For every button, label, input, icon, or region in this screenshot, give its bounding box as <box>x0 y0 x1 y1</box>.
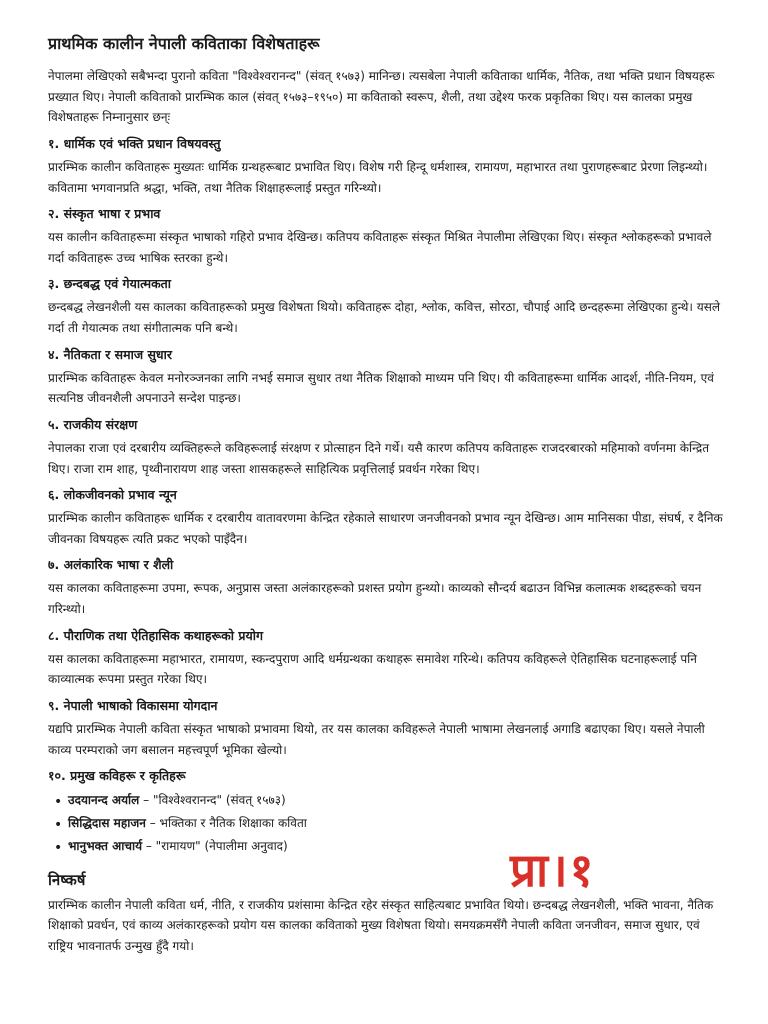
list-item <box>68 789 724 812</box>
conclusion-body: प्रारम्भिक कालीन नेपाली कविता धर्म, नीति, र राजकीय प्रशंसामा केन्द्रित रहेर संस्कृत साहित्यबाट प्रभावित थियो। छन्दबद्ध लेखनशैली, भक्ति भावना, नैतिक शिक्षाको प्रवर्धन, एवं काव्य अलंकारहरूको प्रयोग यस कालका कविताको मुख्य विशेषता थियो। समयक्रमसँगै नेपाली कविता जनजीवन, समाज सुधार, एवं राष्ट्रिय भावनातर्फ उन्मुख हुँदै गयो। <box>48 897 714 953</box>
page-stamp: प्रा।१ <box>510 843 596 897</box>
section-body: प्रारम्भिक कालीन कविताहरू धार्मिक र दरबारीय वातावरणमा केन्द्रित रहेकाले साधारण जनजीवनको प्रभाव न्यून देखिन्छ। आम मानिसका पीडा, संघर्ष, र दैनिक जीवनका विषयहरू त्यति प्रकट भएको पाइँदैन। <box>48 511 723 546</box>
section-2 <box>48 204 724 268</box>
section-body: प्रारम्भिक कालीन कविताहरू मुख्यतः धार्मिक ग्रन्थहरूबाट प्रभावित थिए। विशेष गरी हिन्दू धर्मशास्त्र, रामायण, महाभारत तथा पुराणहरूबाट प्रेरणा लिइन्थ्यो। कवितामा भगवानप्रति श्रद्धा, भक्ति, तथा नैतिक शिक्षाहरूलाई प्रस्तुत गरिन्थ्यो। <box>48 159 708 195</box>
poet-name: उदयानन्द अर्याल <box>68 793 140 808</box>
section-heading: ३. छन्दबद्ध एवं गेयात्मकता <box>48 276 172 292</box>
section-heading: ८. पौराणिक तथा ऐतिहासिक कथाहरूको प्रयोग <box>48 627 264 643</box>
section-body: यस कालका कविताहरूमा उपमा, रूपक, अनुप्रास जस्ता अलंकारहरूको प्रशस्त प्रयोग हुन्थ्यो। काव्यको सौन्दर्य बढाउन विभिन्न कलात्मक शब्दहरूको चयन गरिन्थ्यो। <box>48 581 702 616</box>
poet-work: – "रामायण" (नेपालीमा अनुवाद) <box>142 838 288 853</box>
section-heading: २. संस्कृत भाषा र प्रभाव <box>48 206 161 222</box>
section-heading: १०. प्रमुख कविहरू र कृतिहरू <box>48 768 186 784</box>
section-7 <box>48 555 724 619</box>
section-heading: ९. नेपाली भाषाको विकासमा योगदान <box>48 697 218 713</box>
poet-name: भानुभक्त आचार्य <box>68 838 143 853</box>
conclusion-section <box>48 868 724 957</box>
section-heading: ५. राजकीय संरक्षण <box>48 416 138 432</box>
section-9 <box>48 696 724 760</box>
page-title: प्राथमिक कालीन नेपाली कविताका विशेषताहरू <box>48 34 320 53</box>
section-heading: ४. नैतिकता र समाज सुधार <box>48 346 172 362</box>
section-heading: ६. लोकजीवनको प्रभाव न्यून <box>48 487 177 503</box>
section-5 <box>48 415 724 479</box>
section-heading: १. धार्मिक एवं भक्ति प्रधान विषयवस्तु <box>48 135 221 151</box>
section-8 <box>48 626 724 690</box>
poet-work: – "विश्वेश्वरानन्द" (संवत् १५७३) <box>139 793 286 808</box>
conclusion-heading: निष्कर्ष <box>48 870 86 889</box>
section-6 <box>48 485 724 549</box>
section-body: नेपालका राजा एवं दरबारीय व्यक्तिहरूले कविहरूलाई संरक्षण र प्रोत्साहन दिने गर्थे। यसै कारण कतिपय कविताहरू राजदरबारको महिमाको वर्णनमा केन्द्रित थिए। राजा राम शाह, पृथ्वीनारायण शाह जस्ता शासकहरूले साहित्यिक प्रवृत्तिलाई प्रवर्धन गरेका थिए। <box>48 440 710 476</box>
intro-paragraph: नेपालमा लेखिएको सबैभन्दा पुरानो कविता "विश्वेश्वरानन्द" (संवत् १५७३) मानिन्छ। त्यसबेला नेपाली कविताका धार्मिक, नैतिक, तथा भक्ति प्रधान विषयहरू प्रख्यात थिए। नेपाली कविताको प्रारम्भिक काल (संवत् १५७३–१९५०) मा कविताको स्वरूप, शैली, तथा उद्देश्य फरक प्रकृतिका थिए। यस कालका प्रमुख विशेषताहरू निम्नानुसार छन्ः <box>48 69 715 125</box>
section-body: प्रारम्भिक कविताहरू केवल मनोरञ्जनका लागि नभई समाज सुधार तथा नैतिक शिक्षाको माध्यम पनि थिए। यी कविताहरूमा धार्मिक आदर्श, नीति-नियम, एवं सत्यनिष्ठ जीवनशैली अपनाउने सन्देश पाइन्छ। <box>48 370 714 406</box>
section-heading: ७. अलंकारिक भाषा र शैली <box>48 557 174 573</box>
section-body: यस कालीन कविताहरूमा संस्कृत भाषाको गहिरो प्रभाव देखिन्छ। कतिपय कविताहरू संस्कृत मिश्रित नेपालीमा लेखिएका थिए। संस्कृत श्लोकहरूको प्रभावले गर्दा कविताहरू उच्च भाषिक स्तरका हुन्थे। <box>48 230 712 265</box>
section-4 <box>48 345 724 409</box>
poets-list <box>48 789 724 857</box>
list-item <box>68 812 724 835</box>
section-body: यद्यपि प्रारम्भिक नेपाली कविता संस्कृत भाषाको प्रभावमा थियो, तर यस कालका कविहरूले नेपाली भाषामा लेखनलाई अगाडि बढाएका थिए। यसले नेपाली काव्य परम्पराको जग बसालन महत्त्वपूर्ण भूमिका खेल्यो। <box>48 721 705 757</box>
section-3 <box>48 274 724 338</box>
poet-work: – भक्तिका र नैतिक शिक्षाका कविता <box>145 815 307 830</box>
section-1 <box>48 134 724 198</box>
poet-name: सिद्धिदास महाजन <box>68 815 146 830</box>
list-item <box>68 835 724 858</box>
section-body: यस कालका कविताहरूमा महाभारत, रामायण, स्कन्दपुराण आदि धर्मग्रन्थका कथाहरू समावेश गरिन्थे। कतिपय कविहरूले ऐतिहासिक घटनाहरूलाई पनि काव्यात्मक रूपमा प्रस्तुत गरेका थिए। <box>48 651 697 687</box>
section-body: छन्दबद्ध लेखनशैली यस कालका कविताहरूको प्रमुख विशेषता थियो। कविताहरू दोहा, श्लोक, कवित्त, सोरठा, चौपाई आदि छन्दहरूमा लेखिएका हुन्थे। यसले गर्दा ती गेयात्मक तथा संगीतात्मक पनि बन्थे। <box>48 300 721 335</box>
section-10-poets <box>48 766 724 857</box>
